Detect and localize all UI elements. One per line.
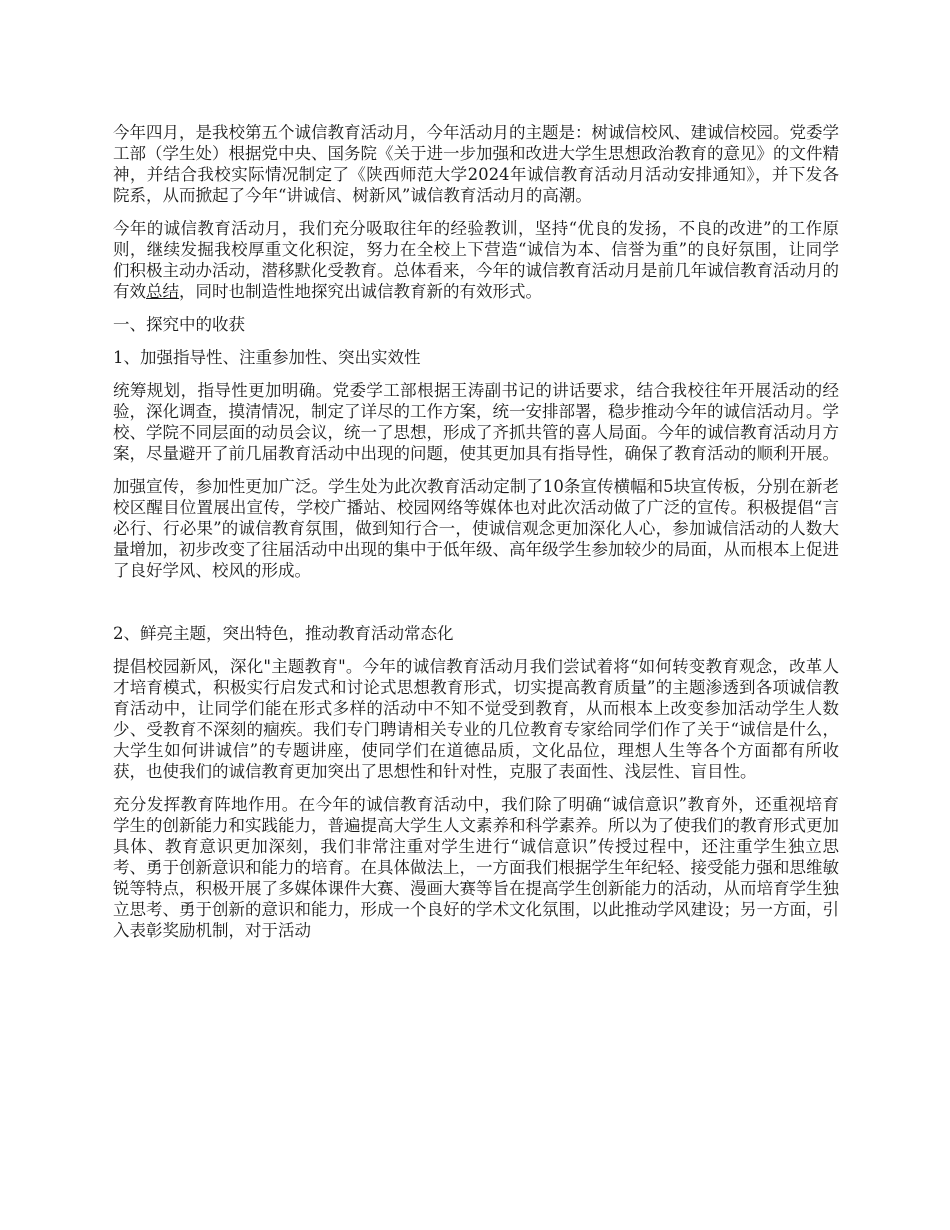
paragraph-intro: 今年四月，是我校第五个诚信教育活动月，今年活动月的主题是：树诚信校风、建诚信校园。党委学工部（学生处）根据党中央、国务院《关于进一步加强和改进大学生思想政治教育的意见》的文件精神，并结合我校实际情况制定了《陕西师范大学2024年诚信教育活动月活动安排通知》，并下发各院系，从而掀起了今年“讲诚信、树新风”诚信教育活动月的高潮。 bbox=[113, 123, 839, 205]
section-heading-gains: 一、探究中的收获 bbox=[113, 315, 245, 334]
paragraph-publicity: 加强宣传，参加性更加广泛。学生处为此次教育活动定制了10条宣传横幅和5块宣传板，分别在新老校区醒目位置展出宣传，学校广播站、校园网络等媒体也对此次活动做了广泛的宣传。积极提倡“言必行、行必果”的诚信教育氛围，做到知行合一，使诚信观念更加深化人心，参加诚信活动的人数大量增加，初步改变了往届活动中出现的集中于低年级、高年级学生参加较少的局面，从而根本上促进了良好学风、校风的形成。 bbox=[113, 477, 839, 580]
paragraph-summary-text-b: ，同时也制造性地探究出诚信教育新的有效形式。 bbox=[179, 282, 542, 301]
paragraph-summary bbox=[113, 218, 839, 302]
subheading-1: 1、加强指导性、注重参加性、突出实效性 bbox=[113, 348, 421, 367]
paragraph-summary-text-a: 今年的诚信教育活动月，我们充分吸取往年的经验教训，坚持“优良的发扬，不良的改进”的工作原则，继续发掘我校厚重文化积淀，努力在全校上下营造“诚信为本、信誉为重”的良好氛围，让同学们积极主动办活动，潜移默化受教育。总体看来，今年的诚信教育活动月是前几年诚信教育活动月的有效 bbox=[113, 219, 839, 301]
subheading-2: 2、鲜亮主题，突出特色，推动教育活动常态化 bbox=[113, 624, 454, 643]
paragraph-education-base: 充分发挥教育阵地作用。在今年的诚信教育活动中，我们除了明确“诚信意识”教育外，还重视培育学生的创新能力和实践能力，普遍提高大学生人文素养和科学素养。所以为了使我们的教育形式更加具体、教育意识更加深刻，我们非常注重对学生进行“诚信意识”传授过程中，还注重学生独立思考、勇于创新意识和能力的培育。在具体做法上，一方面我们根据学生年纪轻、接受能力强和思维敏锐等特点，积极开展了多媒体课件大赛、漫画大赛等旨在提高学生创新能力的活动，从而培育学生独立思考、勇于创新的意识和能力，形成一个良好的学术文化氛围，以此推动学风建设；另一方面，引入表彰奖励机制，对于活动 bbox=[113, 795, 839, 940]
document-body bbox=[113, 122, 839, 953]
summary-link[interactable]: 总结 bbox=[146, 282, 179, 301]
paragraph-theme: 提倡校园新风，深化"主题教育"。今年的诚信教育活动月我们尝试着将“如何转变教育观念，改革人才培育模式，积极实行启发式和讨论式思想教育形式，切实提高教育质量”的主题渗透到各项诚信教育活动中，让同学们能在形式多样的活动中不知不觉受到教育，从而根本上改变参加活动学生人数少、受教育不深刻的痼疾。我们专门聘请相关专业的几位教育专家给同学们作了关于“诚信是什么，大学生如何讲诚信”的专题讲座，使同学们在道德品质，文化品位，理想人生等各个方面都有所收获，也使我们的诚信教育更加突出了思想性和针对性，克服了表面性、浅层性、盲目性。 bbox=[113, 657, 839, 781]
paragraph-planning: 统筹规划，指导性更加明确。党委学工部根据王涛副书记的讲话要求，结合我校往年开展活动的经验，深化调查，摸清情况，制定了详尽的工作方案，统一安排部署，稳步推动今年的诚信活动月。学校、学院不同层面的动员会议，统一了思想，形成了齐抓共管的喜人局面。今年的诚信教育活动月方案，尽量避开了前几届教育活动中出现的问题，使其更加具有指导性，确保了教育活动的顺利开展。 bbox=[113, 381, 839, 463]
